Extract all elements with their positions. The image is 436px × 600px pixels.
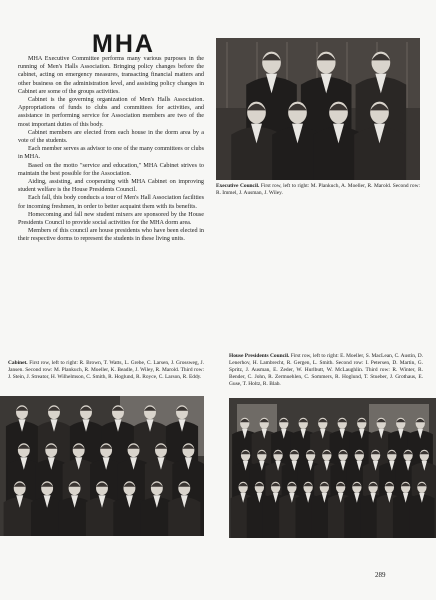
house-presidents-photo-scene (229, 398, 436, 538)
caption-heading: Cabinet. (8, 360, 28, 366)
body-paragraph: Each member serves as advisor to one of the many committees or clubs in MHA. (18, 146, 204, 161)
executive-council-photo (216, 38, 420, 180)
body-paragraph: Homecoming and fall new student mixers are sponsored by the House Presidents Council to provide social activities for the MHA dorm area. (18, 211, 204, 227)
page-number: 289 (375, 571, 386, 579)
house-presidents-photo (229, 398, 436, 538)
body-paragraph: Members of this council are house presidents who have been elected in their respective dorms to represent the students in these living units. (18, 228, 204, 243)
caption-heading: Executive Council. (216, 183, 260, 189)
body-paragraph: Each fall, this body conducts a tour of Men's Hall Association facilities for incoming freshmen, in order to better acquaint them with its benefits. (18, 195, 204, 210)
body-text (18, 55, 204, 244)
body-paragraph: MHA Executive Committee performs many various purposes in the running of Men's Halls Association. Bringing policy changes before the cabinet, acting on emergency measures, transacting financial matters and other business on the administration level, and assisting policy changes in Cabinet are some of the groups activities. (18, 56, 204, 95)
house-presidents-caption (229, 353, 423, 388)
body-paragraph: Cabinet is the governing organization of Men's Halls Association. Appropriations of funds to clubs and committees for activities, and assistance in performing service for Association members are two of the most important duties of this body. (18, 97, 204, 128)
caption-text: First row, left to right: R. Brown, T. Watts, L. Grebe, C. Larsen, J. Grossweg, J. Jansen. Second row: M. Plankuch, R. Moeller, K. Beadle, J. Wiley, R. Marold. Third row: J. Stein, J. Streator, H. Wilhelmson, C. Smith, R. Hoglund, R. Royce, C. Larson, R. Eddy. (8, 360, 204, 380)
body-paragraph: Based on the motto "service and education," MHA Cabinet strives to maintain the best possible for the Association. (18, 162, 204, 177)
body-paragraph: Cabinet members are elected from each house in the dorm area by a vote of the students. (18, 129, 204, 145)
caption-text: First row, left to right: E. Moeller, S. MacLean, C. Austin, D. Lenerhov, H. Lambrecht, R. Gergen, L. Smith. Second row: I. Petersen, D. Martin, G. Spritz, J. Ausman, E. Zeder, W. Hurlbutt, W. McLaughlin. Third row: R. Winter, R. Bender, C. John, R. Zermuehlen, C. Sommers, R. Hoglund, T. Stueber, J. Grothaus, E. Guse, T. Holtz, R. Blab. (229, 353, 423, 387)
page-title: MHA (92, 30, 155, 58)
caption-text: First row, left to right: M. Plankuch, A. Moeller, R. Marold. Second row: R. Immel, J. Ausman, J. Wiley. (216, 183, 420, 196)
executive-council-photo-scene (216, 38, 420, 180)
caption-heading: House Presidents Council. (229, 353, 290, 359)
cabinet-photo-scene (0, 396, 204, 536)
cabinet-caption (8, 360, 204, 381)
cabinet-photo (0, 396, 204, 536)
executive-council-caption (216, 183, 420, 197)
body-paragraph: Aiding, assisting, and cooperating with MHA Cabinet on improving student welfare is the House Presidents Council. (18, 179, 204, 194)
